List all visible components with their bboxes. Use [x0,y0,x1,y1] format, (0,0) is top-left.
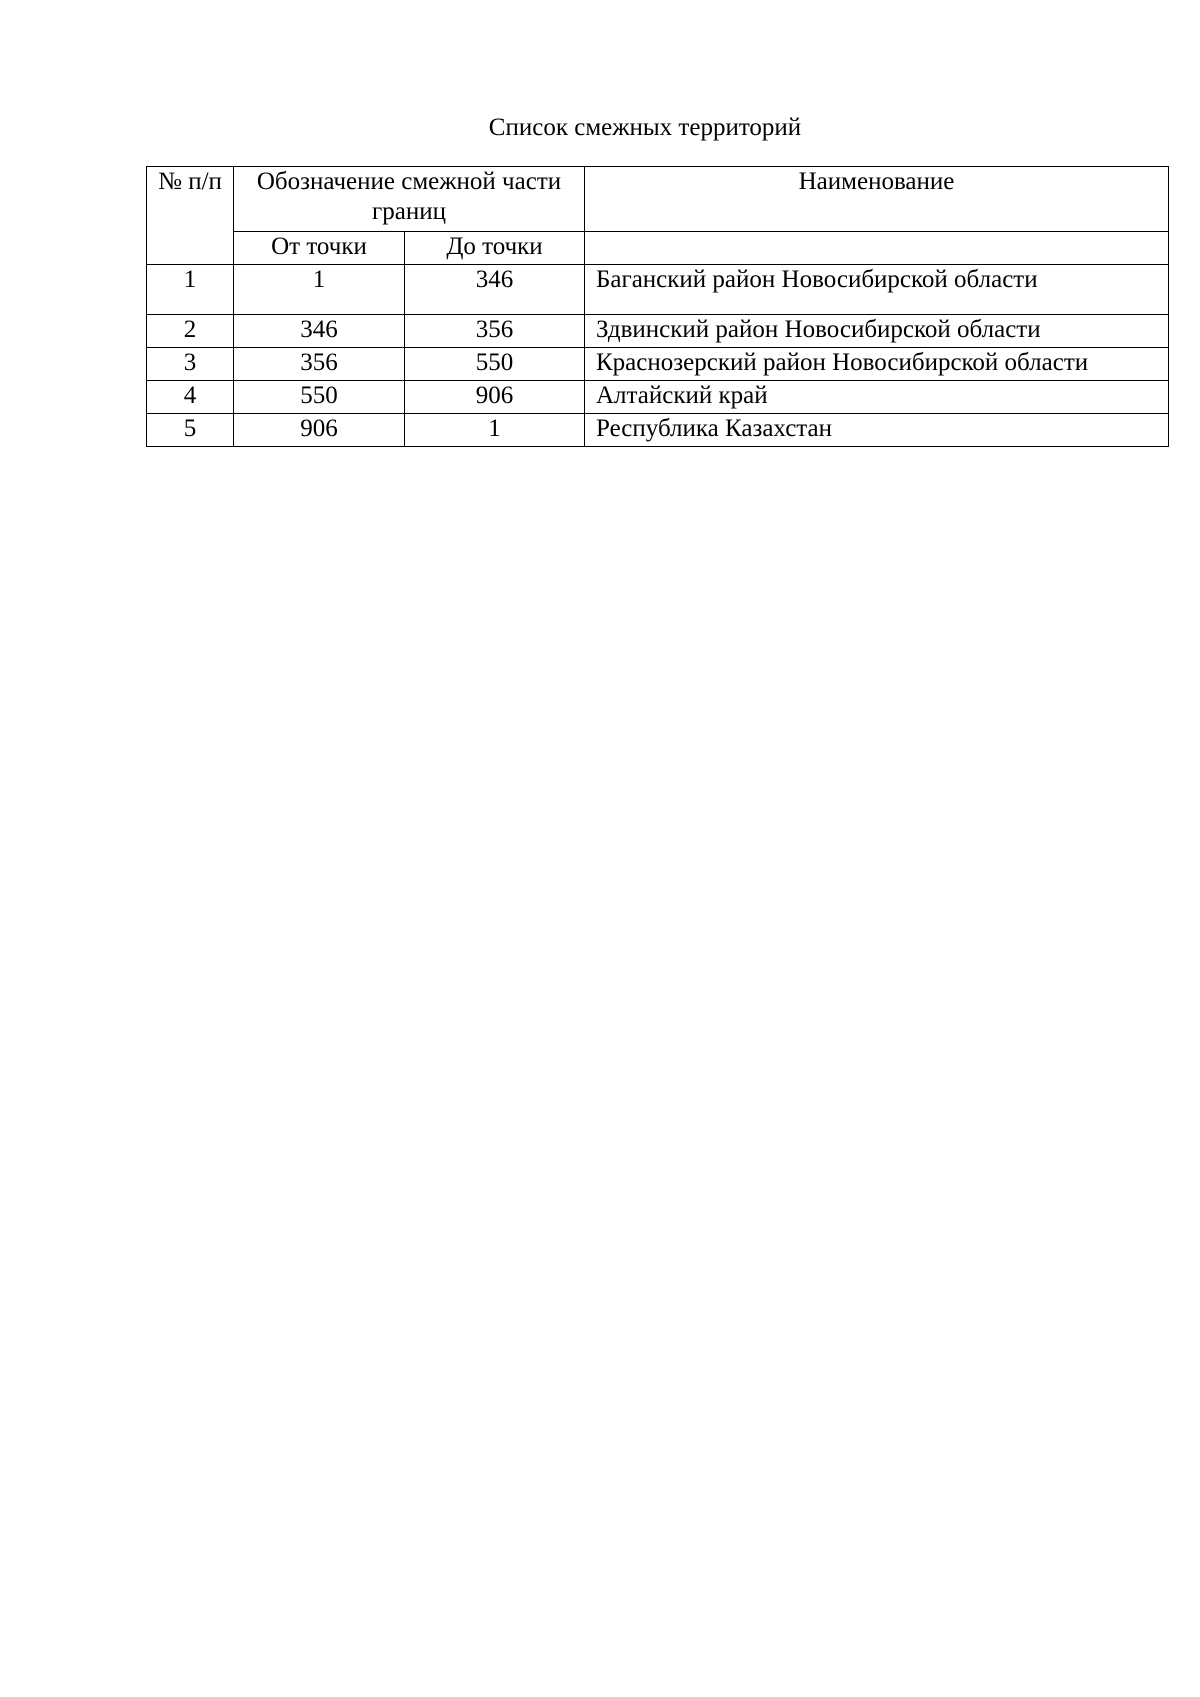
cell-name: Краснозерский район Новосибирской области [585,348,1169,381]
cell-to: 356 [405,315,585,348]
cell-from: 346 [234,315,405,348]
cell-to: 550 [405,348,585,381]
adjacent-territories-table [146,166,1169,447]
cell-name: Баганский район Новосибирской области [585,265,1169,315]
cell-name: Алтайский край [585,381,1169,414]
header-boundary-part: Обозначение смежной части границ [234,167,585,232]
table-row [147,381,1169,414]
cell-to: 1 [405,414,585,447]
cell-from: 550 [234,381,405,414]
cell-to: 346 [405,265,585,315]
header-from-point: От точки [234,232,405,265]
header-number: № п/п [147,167,234,265]
cell-to: 906 [405,381,585,414]
table-header-row [147,167,1169,232]
cell-number: 1 [147,265,234,315]
table-row [147,315,1169,348]
cell-number: 5 [147,414,234,447]
cell-name: Здвинский район Новосибирской области [585,315,1169,348]
table-row [147,348,1169,381]
cell-number: 4 [147,381,234,414]
page-title: Список смежных территорий [488,114,802,141]
cell-from: 1 [234,265,405,315]
table-row [147,414,1169,447]
header-name-empty [585,232,1169,265]
header-name: Наименование [585,167,1169,232]
cell-from: 906 [234,414,405,447]
cell-name: Республика Казахстан [585,414,1169,447]
cell-number: 3 [147,348,234,381]
header-to-point: До точки [405,232,585,265]
table-subheader-row [147,232,1169,265]
table-row [147,265,1169,315]
cell-from: 356 [234,348,405,381]
cell-number: 2 [147,315,234,348]
